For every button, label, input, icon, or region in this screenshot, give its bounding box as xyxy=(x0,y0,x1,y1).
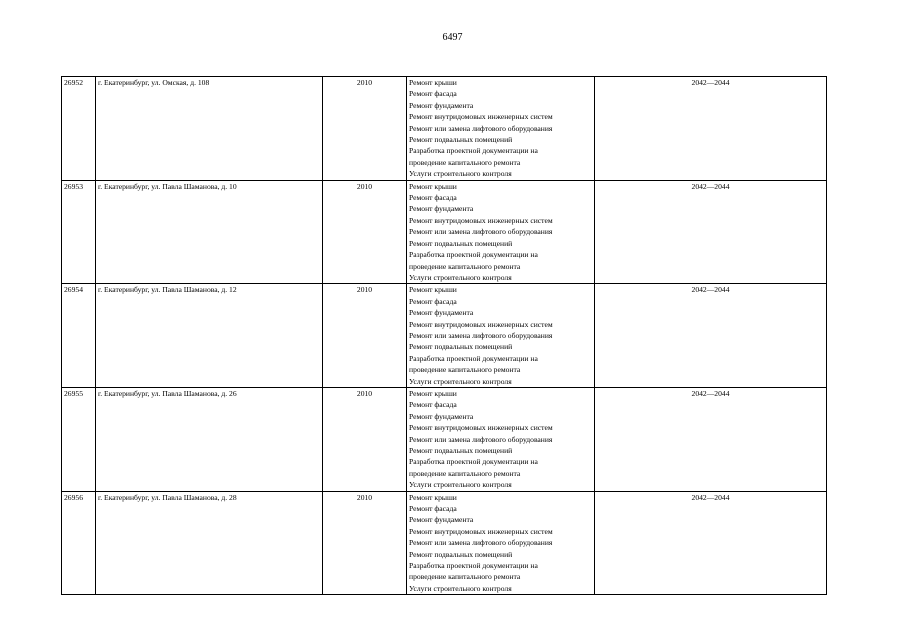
work-item: Ремонт крыши xyxy=(409,492,457,502)
work-item: Ремонт внутридомовых инженерных систем xyxy=(409,423,553,433)
repair-period-cell: 2042—2044 xyxy=(595,180,827,284)
work-item: проведение капитального ремонта xyxy=(409,572,521,582)
work-item: Ремонт фасада xyxy=(409,296,457,306)
work-item: Ремонт или замена лифтового оборудования xyxy=(409,434,553,444)
work-item: Услуги строительного контроля xyxy=(409,583,512,593)
repair-period-cell: 2042—2044 xyxy=(595,77,827,181)
work-item: Ремонт фасада xyxy=(409,193,457,203)
work-item: Ремонт или замена лифтового оборудования xyxy=(409,330,553,340)
year-cell: 2010 xyxy=(323,180,407,284)
year-cell: 2010 xyxy=(323,77,407,181)
work-item: Разработка проектной документации на xyxy=(409,457,538,467)
house-id-cell: 26954 xyxy=(62,284,96,388)
work-item: проведение капитального ремонта xyxy=(409,365,521,375)
work-item: проведение капитального ремонта xyxy=(409,468,521,478)
work-item: Ремонт внутридомовых инженерных систем xyxy=(409,319,553,329)
work-item: Ремонт подвальных помещений xyxy=(409,135,513,145)
table-row xyxy=(62,491,827,595)
repair-period-cell: 2042—2044 xyxy=(595,284,827,388)
works-cell xyxy=(407,77,595,181)
work-item: Услуги строительного контроля xyxy=(409,480,512,490)
repair-period-cell: 2042—2044 xyxy=(595,491,827,595)
work-item: Ремонт или замена лифтового оборудования xyxy=(409,123,553,133)
work-item: Услуги строительного контроля xyxy=(409,376,512,386)
year-cell: 2010 xyxy=(323,387,407,491)
house-id-cell: 26956 xyxy=(62,491,96,595)
work-item: Ремонт фасада xyxy=(409,504,457,514)
work-item: Ремонт фундамента xyxy=(409,411,474,421)
work-item: Ремонт подвальных помещений xyxy=(409,342,513,352)
work-item: Ремонт подвальных помещений xyxy=(409,446,513,455)
work-item: Разработка проектной документации на xyxy=(409,561,538,571)
work-item: Ремонт фундамента xyxy=(409,308,474,318)
work-item: Ремонт крыши xyxy=(409,181,457,191)
repair-period-cell: 2042—2044 xyxy=(595,387,827,491)
work-item: Ремонт внутридомовых инженерных систем xyxy=(409,112,553,122)
year-cell: 2010 xyxy=(323,491,407,595)
work-item: Ремонт фасада xyxy=(409,89,457,99)
house-id-cell: 26952 xyxy=(62,77,96,181)
table-body xyxy=(62,77,827,595)
address-cell: г. Екатеринбург, ул. Павла Шаманова, д. 28 xyxy=(96,491,323,595)
work-item: Ремонт фундамента xyxy=(409,204,474,214)
work-item: Разработка проектной документации на xyxy=(409,146,538,156)
work-item: Ремонт фундамента xyxy=(409,515,474,525)
work-item: Ремонт или замена лифтового оборудования xyxy=(409,538,553,548)
work-item: Разработка проектной документации на xyxy=(409,250,538,260)
work-item: Ремонт подвальных помещений xyxy=(409,238,513,248)
work-item: проведение капитального ремонта xyxy=(409,261,521,271)
repair-schedule-table xyxy=(61,76,827,595)
house-id-cell: 26953 xyxy=(62,180,96,284)
table-row xyxy=(62,180,827,284)
year-cell: 2010 xyxy=(323,284,407,388)
work-item: Ремонт внутридомовых инженерных систем xyxy=(409,215,553,225)
work-item: Услуги строительного контроля xyxy=(409,169,512,179)
house-id-cell: 26955 xyxy=(62,387,96,491)
table-row xyxy=(62,284,827,388)
page-number: 6497 xyxy=(442,32,463,43)
address-cell: г. Екатеринбург, ул. Омская, д. 108 xyxy=(96,77,323,181)
work-item: Услуги строительного контроля xyxy=(409,272,512,282)
address-cell: г. Екатеринбург, ул. Павла Шаманова, д. 26 xyxy=(96,387,323,491)
work-item: Ремонт фундамента xyxy=(409,100,474,110)
work-item: Ремонт подвальных помещений xyxy=(409,549,513,559)
work-item: проведение капитального ремонта xyxy=(409,157,521,167)
work-item: Ремонт внутридомовых инженерных систем xyxy=(409,526,553,536)
table-row xyxy=(62,77,827,181)
work-item: Ремонт крыши xyxy=(409,78,457,87)
works-cell xyxy=(407,491,595,595)
works-cell xyxy=(407,180,595,284)
address-cell: г. Екатеринбург, ул. Павла Шаманова, д. 10 xyxy=(96,180,323,284)
works-cell xyxy=(407,387,595,491)
works-cell xyxy=(407,284,595,388)
table-row xyxy=(62,387,827,491)
work-item: Ремонт крыши xyxy=(409,285,457,295)
work-item: Ремонт крыши xyxy=(409,388,457,398)
address-cell: г. Екатеринбург, ул. Павла Шаманова, д. 12 xyxy=(96,284,323,388)
work-item: Ремонт фасада xyxy=(409,400,457,410)
work-item: Ремонт или замена лифтового оборудования xyxy=(409,227,553,237)
work-item: Разработка проектной документации на xyxy=(409,353,538,363)
